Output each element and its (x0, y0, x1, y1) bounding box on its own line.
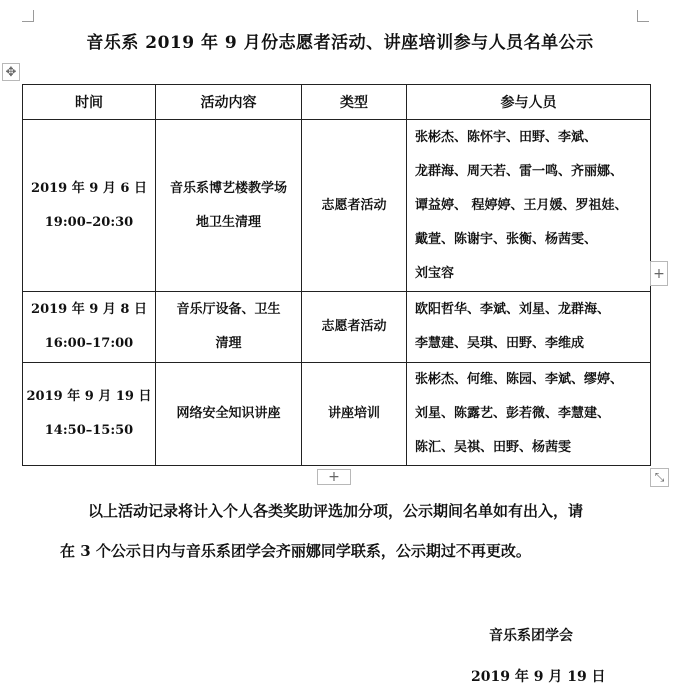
participants-line: 张彬杰、何维、陈园、李斌、缪婷、 (415, 372, 624, 387)
participants-line: 李慧建、吴琪、田野、李维成 (415, 336, 585, 351)
participants-line: 戴萱、陈谢宇、张衡、杨茜雯、 (415, 231, 598, 247)
page-corner-mark-left (22, 10, 34, 22)
time-cell (23, 120, 156, 292)
date-text: 2019 年 9 月 6 日 (31, 180, 147, 196)
date-text: 2019 年 9 月 19 日 (26, 389, 152, 404)
roster-table (22, 84, 651, 466)
participants-line: 张彬杰、陈怀宇、田野、李斌、 (415, 129, 598, 145)
page-corner-mark-right (637, 10, 649, 22)
time-range-text: 16:00–17:00 (44, 336, 134, 351)
signature-date: 2019 年 9 月 19 日 (471, 669, 606, 685)
content-cell (156, 292, 302, 363)
participants-line: 欧阳哲华、李斌、刘星、龙群海、 (415, 302, 611, 317)
table-move-handle[interactable] (2, 63, 20, 81)
add-row-button[interactable] (317, 469, 351, 485)
header-time: 时间 (23, 85, 156, 120)
time-cell (23, 292, 156, 363)
table-row (23, 292, 651, 363)
content-line: 网络安全知识讲座 (176, 406, 281, 421)
table-resize-handle[interactable] (650, 468, 669, 487)
notice-line-1: 以上活动记录将计入个人各类奖助评选加分项，公示期间名单如有出入，请 (88, 502, 584, 520)
participants-line: 龙群海、周天若、雷一鸣、齐丽娜、 (415, 163, 624, 179)
time-cell (23, 363, 156, 466)
content-line: 音乐系博艺楼教学场 (169, 180, 287, 196)
signature-organization: 音乐系团学会 (489, 628, 573, 644)
content-cell (156, 120, 302, 292)
date-text: 2019 年 9 月 8 日 (31, 302, 147, 317)
time-range-text: 19:00–20:30 (44, 214, 134, 230)
type-cell: 志愿者活动 (302, 292, 407, 363)
participants-cell (407, 292, 651, 363)
table-row (23, 363, 651, 466)
header-type: 类型 (302, 85, 407, 120)
participants-line: 刘宝容 (415, 265, 455, 281)
participants-line: 谭益婷、 程婷婷、王月媛、罗祖娃、 (415, 197, 628, 213)
content-line: 音乐厅设备、卫生 (176, 302, 281, 317)
content-line: 清理 (215, 336, 242, 351)
table-row (23, 120, 651, 292)
type-cell: 志愿者活动 (302, 120, 407, 292)
type-cell: 讲座培训 (302, 363, 407, 466)
content-line: 地卫生清理 (195, 214, 261, 230)
resize-diagonal-icon: ⤡ (654, 470, 665, 484)
notice-line-2: 在 3 个公示日内与音乐系团学会齐丽娜同学联系，公示期过不再更改。 (60, 542, 531, 560)
document-title: 音乐系 2019 年 9 月份志愿者活动、讲座培训参与人员名单公示 (86, 33, 594, 53)
plus-icon: + (653, 265, 665, 282)
move-arrows-icon: ✥ (5, 64, 17, 80)
table-header-row (23, 85, 651, 120)
add-column-button[interactable] (650, 261, 668, 286)
participants-cell (407, 363, 651, 466)
participants-cell (407, 120, 651, 292)
participants-line: 刘星、陈露艺、彭若微、李慧建、 (415, 406, 611, 421)
plus-icon: + (328, 469, 340, 485)
header-participants: 参与人员 (407, 85, 651, 120)
participants-line: 陈汇、吴祺、田野、杨茜雯 (415, 440, 572, 455)
time-range-text: 14:50–15:50 (44, 423, 134, 438)
content-cell (156, 363, 302, 466)
header-content: 活动内容 (156, 85, 302, 120)
